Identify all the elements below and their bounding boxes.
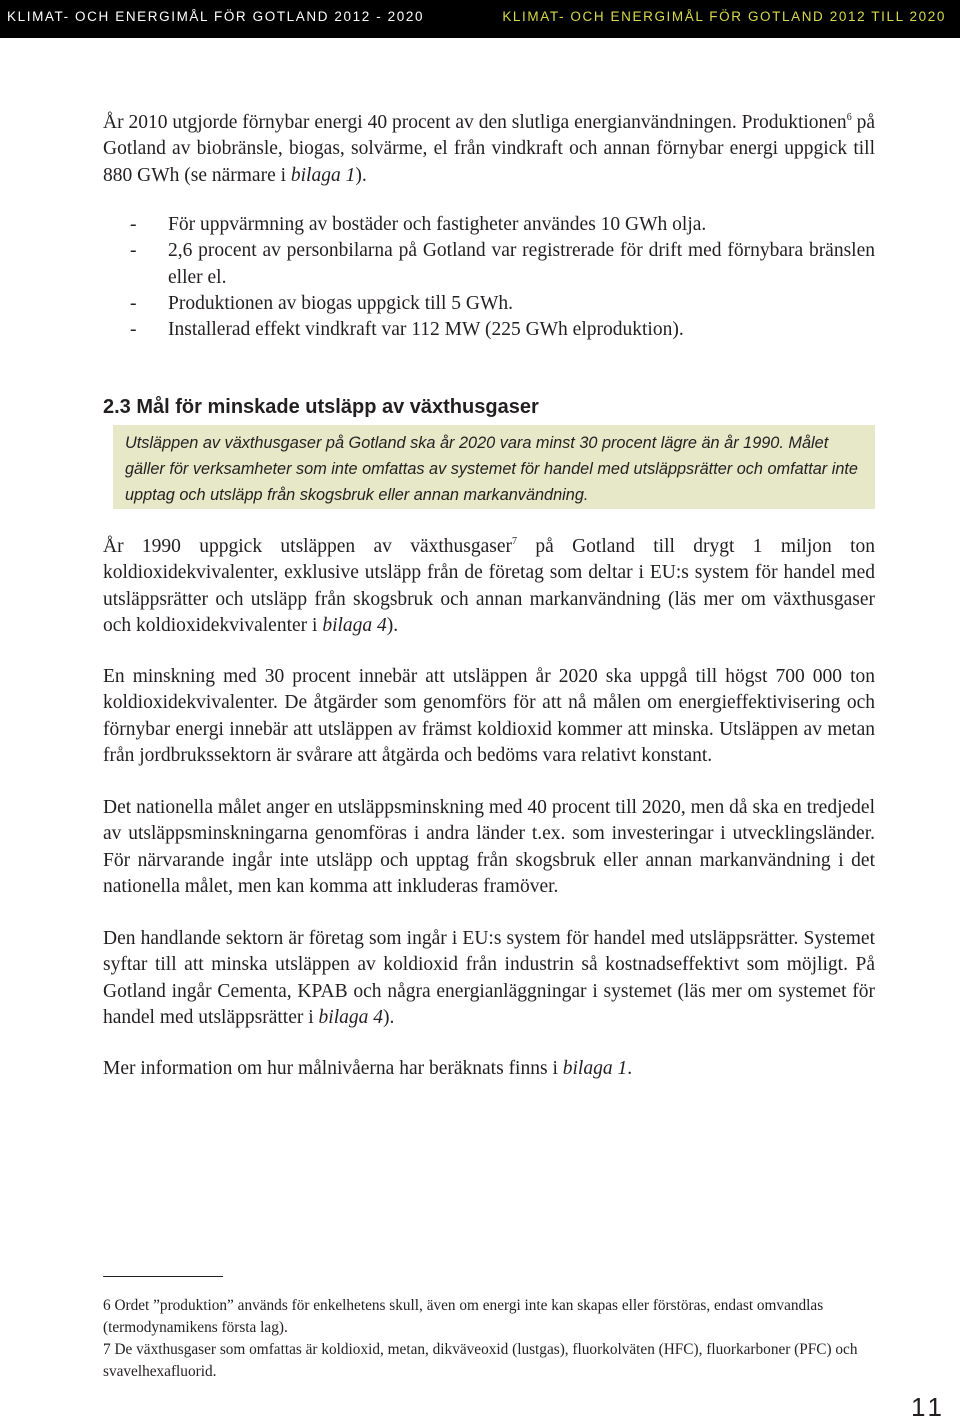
intro-text-start: År 2010 utgjorde förnybar energi 40 procent av den slutliga energianvändningen. Produktionen [103, 112, 847, 133]
paragraph-text: ). [386, 614, 399, 636]
bilaga-ref: bilaga 4 [318, 1006, 383, 1028]
header-title-right: KLIMAT- OCH ENERGIMÅL FÖR GOTLAND 2012 TILL 2020 [502, 9, 946, 24]
list-dash: - [130, 214, 137, 235]
section-heading: 2.3 Mål för minskade utsläpp av växthusgaser [103, 396, 539, 418]
running-header [0, 0, 960, 38]
list-dash: - [130, 319, 137, 341]
list-item-text: Installerad effekt vindkraft var 112 MW (225 GWh elproduktion). [168, 319, 684, 341]
list-item-text: 2,6 procent av personbilarna på Gotland var registrerade för drift med förnybara bränslen eller el. [168, 240, 875, 288]
paragraph-text: År 1990 uppgick utsläppen av växthusgaser [103, 536, 513, 557]
page-number: 11 [911, 1392, 946, 1422]
bilaga-ref: bilaga 1 [290, 164, 356, 186]
paragraph-text: Mer information om hur målnivåerna har beräknats finns i [103, 1058, 563, 1079]
goal-statement: Utsläppen av växthusgaser på Gotland ska år 2020 vara minst 30 procent lägre än år 1990. Målet gäller för verksamheter som inte omfattas av systemet för handel med utsläppsrätter och omfattar inte upptag och utsläpp från skogsbruk eller annan markanvändning. [125, 434, 858, 504]
list-item [103, 317, 875, 343]
list-item-text: För uppvärmning av bostäder och fastigheter användes 10 GWh olja. [168, 214, 707, 235]
footnotes [103, 1295, 875, 1383]
footnote-7: 7 De växthusgaser som omfattas är koldioxid, metan, dikväveoxid (lustgas), fluorkolväten (HFC), fluorkarboner (PFC) och svavelhexafluorid. [103, 1341, 858, 1380]
goal-highlight-box [113, 425, 875, 509]
list-item [103, 238, 875, 291]
paragraph-text: Den handlande sektorn är företag som ingår i EU:s system för handel med utsläppsrätter. Systemet syftar till att minska utsläppen av koldioxid från industrin så kostnadseffektivt som möjligt. På Gotland ingår Cementa, KPAB och några energianläggningar i systemet (läs mer om systemet för handel med utsläppsrätter i [103, 928, 875, 1028]
paragraph-national-goal: Det nationella målet anger en utsläppsminskning med 40 procent till 2020, men då ska en tredjedel av utsläppsminskningarna genomföras i andra länder t.ex. som investeringar i utvecklingsländer. För närvarande ingår inte utsläpp och upptag från skogsbruk eller annan markanvändning i det nationella målet, men kan komma att inkluderas framöver. [103, 797, 875, 897]
intro-text-end: ). [355, 164, 367, 186]
paragraph-text: . [627, 1058, 633, 1079]
footnote-ref-6[interactable]: 6 [846, 112, 852, 123]
list-item [103, 212, 875, 238]
paragraph-text: på Gotland till drygt 1 miljon ton koldioxidekvivalenter, exklusive utsläpp från de företag som deltar i EU:s system för handel med utsläppsrätter och utsläpp från skogsbruk och annan markanvändning (läs mer om växthusgaser och koldioxidekvivalenter i [103, 536, 875, 636]
list-dash: - [130, 292, 137, 314]
footnote-divider [103, 1276, 223, 1277]
bilaga-ref: bilaga 1 [562, 1058, 628, 1079]
paragraph-more-info [103, 1056, 875, 1082]
footnote-6: 6 Ordet ”produktion” används för enkelhetens skull, även om energi inte kan skapas eller förstöras, endast omvandlas (termodynamikens första lag). [103, 1297, 824, 1336]
bilaga-ref: bilaga 4 [322, 614, 387, 636]
header-title-left: KLIMAT- OCH ENERGIMÅL FÖR GOTLAND 2012 - 2020 [7, 9, 425, 24]
footnote-ref-7[interactable]: 7 [512, 536, 518, 547]
paragraph-1990-emissions [103, 534, 875, 639]
paragraph-text: ). [383, 1006, 395, 1028]
list-dash: - [130, 240, 137, 262]
paragraph-trading-sector [103, 926, 875, 1031]
list-item [103, 291, 875, 317]
paragraph-reduction: En minskning med 30 procent innebär att utsläppen år 2020 ska uppgå till högst 700 000 ton koldioxidekvivalenter. De åtgärder som genomförs för att nå målen om energieffektivisering och förnybar energi innebär att utsläppen av främst koldioxid kommer att minska. Utsläppen av metan från jordbrukssektorn är svårare att åtgärda och bedöms vara relativt konstant. [103, 666, 875, 766]
intro-text-middle: på Gotland av biobränsle, biogas, solvärme, el från vindkraft och annan förnybar energi uppgick till 880 GWh (se närmare i [103, 112, 875, 186]
list-item-text: Produktionen av biogas uppgick till 5 GWh. [168, 292, 514, 314]
intro-paragraph [103, 110, 875, 189]
facts-list [103, 212, 875, 343]
